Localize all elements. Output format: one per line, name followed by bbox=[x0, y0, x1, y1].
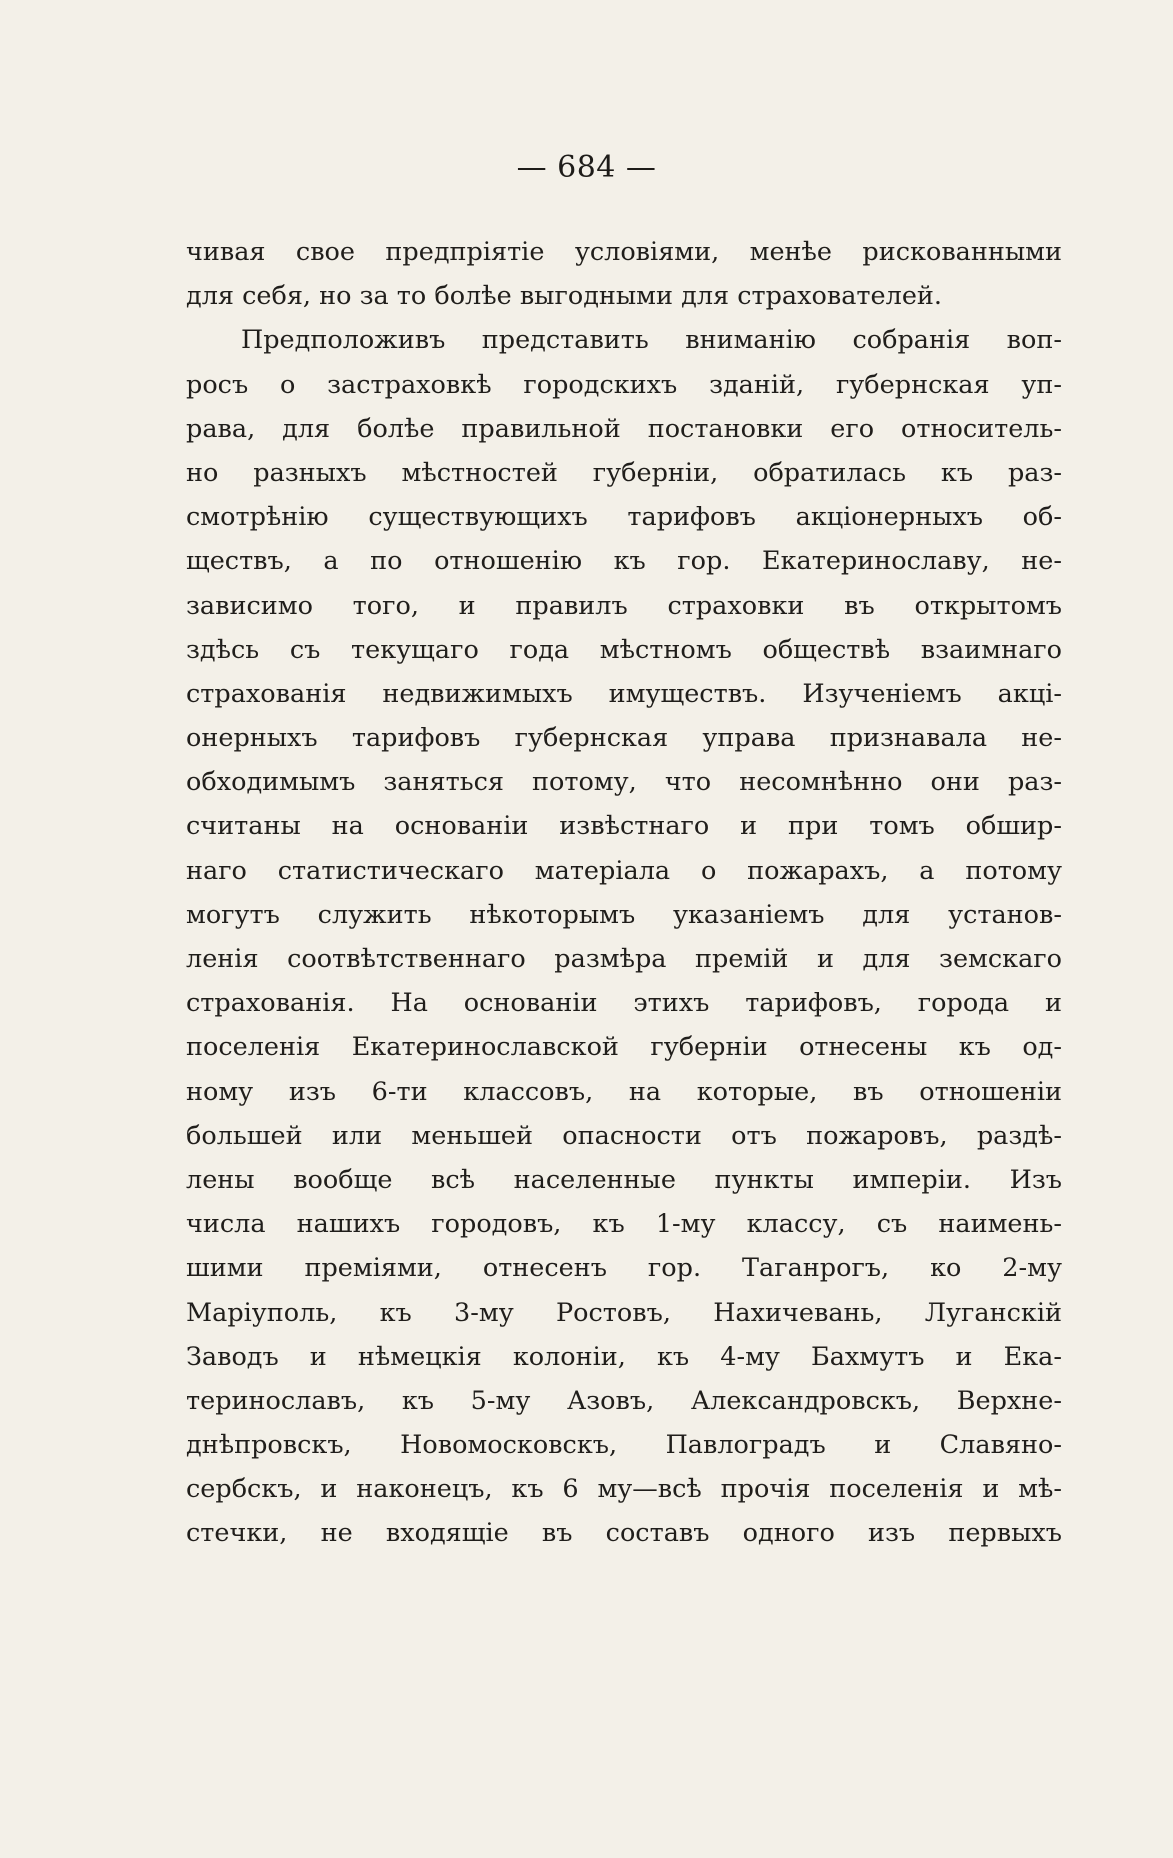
text-line: ленія соотвѣтственнаго размѣра премій и для земскаго bbox=[186, 944, 1062, 974]
text-line: днѣпровскъ, Новомосковскъ, Павлоградъ и Славяно- bbox=[186, 1430, 1062, 1461]
text-line: большей или меньшей опасности отъ пожаровъ, раздѣ- bbox=[186, 1120, 1062, 1151]
text-line: зависимо того, и правилъ страховки въ открытомъ bbox=[186, 590, 1062, 621]
text-line: теринославъ, къ 5-му Азовъ, Александровскъ, Верхне- bbox=[186, 1385, 1062, 1416]
text-line: здѣсь съ текущаго года мѣстномъ обществѣ взаимнаго bbox=[186, 634, 1062, 665]
text-line: ному изъ 6-ти классовъ, на которые, въ отношеніи bbox=[186, 1076, 1062, 1107]
text-line: поселенія Екатеринославской губерніи отнесены къ од- bbox=[186, 1032, 1062, 1063]
text-line: наго статистическаго матеріала о пожарахъ, а потому bbox=[186, 855, 1062, 886]
text-line: Заводъ и нѣмецкія колоніи, къ 4-му Бахмутъ и Ека- bbox=[186, 1341, 1062, 1372]
text-line: лены вообще всѣ населенные пункты имперіи. Изъ bbox=[186, 1164, 1062, 1195]
text-line: но разныхъ мѣстностей губерніи, обратилась къ раз- bbox=[186, 457, 1062, 488]
body-text bbox=[186, 230, 1062, 1556]
text-line: смотрѣнію существующихъ тарифовъ акціонерныхъ об- bbox=[186, 502, 1062, 533]
text-line: ществъ, а по отношенію къ гор. Екатеринославу, не- bbox=[186, 546, 1062, 577]
text-line: числа нашихъ городовъ, къ 1-му классу, съ наимень- bbox=[186, 1209, 1062, 1240]
text-line: считаны на основаніи извѣстнаго и при томъ обшир- bbox=[186, 811, 1062, 842]
text-line: стечки, не входящіе въ составъ одного изъ первыхъ bbox=[186, 1518, 1062, 1549]
page-number: — 684 — bbox=[516, 150, 657, 185]
text-line: страхованія. На основаніи этихъ тарифовъ, города и bbox=[186, 988, 1062, 1019]
text-line: чивая свое предпріятіе условіями, менѣе рискованными bbox=[186, 237, 1062, 267]
text-line: для себя, но за то болѣе выгодными для страхователей. bbox=[186, 281, 943, 312]
text-line: онерныхъ тарифовъ губернская управа признавала не- bbox=[186, 723, 1062, 754]
text-line: рава, для болѣе правильной постановки его относитель- bbox=[186, 413, 1062, 444]
text-line: страхованія недвижимыхъ имуществъ. Изученіемъ акці- bbox=[186, 678, 1062, 709]
text-line: росъ о застраховкѣ городскихъ зданій, губернская уп- bbox=[186, 369, 1062, 400]
paragraph-start-line: Предположивъ представить вниманію собранія воп- bbox=[241, 325, 1062, 356]
text-line: сербскъ, и наконецъ, къ 6 му—всѣ прочія поселенія и мѣ- bbox=[186, 1474, 1062, 1505]
text-line: обходимымъ заняться потому, что несомнѣнно они раз- bbox=[186, 767, 1062, 798]
text-line: могутъ служить нѣкоторымъ указаніемъ для установ- bbox=[186, 899, 1062, 930]
text-line: Маріуполь, къ 3-му Ростовъ, Нахичевань, Луганскій bbox=[186, 1297, 1062, 1328]
text-line: шими преміями, отнесенъ гор. Таганрогъ, ко 2-му bbox=[186, 1253, 1062, 1284]
